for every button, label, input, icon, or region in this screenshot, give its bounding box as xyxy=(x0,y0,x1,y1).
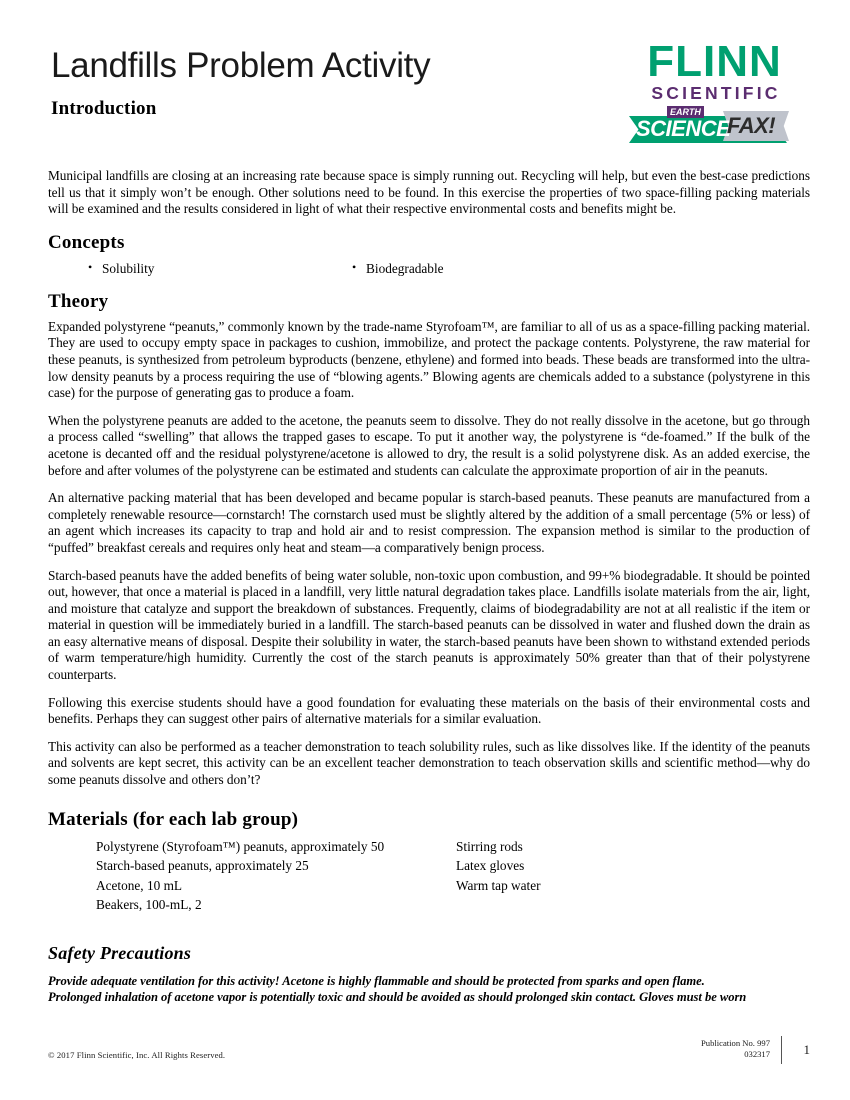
materials-item: Polystyrene (Styrofoam™) peanuts, approximately 50 xyxy=(96,838,385,854)
flinn-scientific-logo xyxy=(627,38,802,160)
theory-paragraph: Following this exercise students should have a good foundation for evaluating these materials on the basis of their environmental costs and benefits. Perhaps they can suggest other pairs of alternative materials for a similar evaluation. xyxy=(48,694,810,727)
banner-label-fax: FAX! xyxy=(727,113,776,138)
materials-item: Warm tap water xyxy=(456,877,541,893)
materials-item: Starch-based peanuts, approximately 25 xyxy=(96,858,309,874)
materials-column-left xyxy=(96,837,456,915)
footer-publication-info xyxy=(701,1038,770,1060)
banner-label-earth: EARTH xyxy=(667,106,704,118)
safety-line: Prolonged inhalation of acetone vapor is potentially toxic and should be avoided as should prolonged skin contact. Gloves must be worn xyxy=(48,990,747,1005)
theory-paragraph: Expanded polystyrene “peanuts,” commonly known by the trade-name Styrofoam™, are familiar to all of us as a space-filling packing material. They are used to occupy empty space in packages to cushion, immobilize, and protect the package contents. Polystyrene, the raw material for these peanuts, is synthesized from petroleum byproducts (benzene, ethylene) and formed into beads. These beads are transformed into the ultra-low density peanuts by a process requiring the use of “blowing agents.” Blowing agents are chemicals added to a substance (polystyrene in this case) for the purpose of generating gas to produce a foam. xyxy=(48,318,810,401)
science-fax-banner xyxy=(627,106,802,148)
footer-publication-number: Publication No. 997 xyxy=(701,1038,770,1048)
footer-publication-code: 032317 xyxy=(744,1049,770,1059)
document-header xyxy=(48,38,810,168)
section-heading-materials: Materials (for each lab group) xyxy=(48,808,299,830)
logo-wordmark-scientific: SCIENTIFIC xyxy=(651,83,781,103)
list-item: • Solubility xyxy=(88,260,312,277)
footer-page-number: 1 xyxy=(803,1042,810,1057)
banner-label-science: SCIENCE xyxy=(636,116,731,141)
materials-item: Stirring rods xyxy=(456,838,523,854)
theory-paragraph: Starch-based peanuts have the added benefits of being water soluble, non-toxic upon combustion, and 99+% biodegradable. It should be pointed out, however, that once a material is placed in a landfill, very little natural degradation takes place. Landfills isolate materials from the air, light, and moisture that catalyze and support the breakdown of substances. Frequently, claims of biodegradability are not at all realistic if the item or material in question will be immediately buried in a landfill. The starch-based peanuts can be dissolved in water and flushed down the drain as an easy alternative means of disposal. Despite their solubility in water, the starch-based peanuts have been shown to withstand extended periods of warm temperature/high humidity. Currently the cost of the starch peanuts is approximately 50% greater than that of their polystyrene counterparts. xyxy=(48,567,810,683)
theory-paragraph: An alternative packing material that has been developed and became popular is starch-based peanuts. These peanuts are manufactured from a completely renewable resource—cornstarch! The cornstarch used must be slightly altered by the addition of a small percentage (5% or less) of an agent which increases its capacity to trap and hold air and to resist compression. The expansion method is similar to the production of “puffed” breakfast cereals and requires only heat and steam—a comparatively benign process. xyxy=(48,490,810,555)
materials-item: Acetone, 10 mL xyxy=(96,877,183,893)
footer-divider xyxy=(781,1036,782,1064)
section-heading-safety-precautions: Safety Precautions xyxy=(48,942,192,963)
safety-line: Provide adequate ventilation for this activity! Acetone is highly flammable and should be protected from sparks and open flame. xyxy=(48,973,705,988)
section-heading-concepts: Concepts xyxy=(48,231,125,253)
footer-copyright: © 2017 Flinn Scientific, Inc. All Rights Reserved. xyxy=(48,1050,226,1060)
materials-columns xyxy=(48,837,810,915)
materials-item: Beakers, 100-mL, 2 xyxy=(96,897,202,913)
page-footer xyxy=(48,1038,810,1068)
section-heading-introduction: Introduction xyxy=(51,98,157,119)
materials-item: Latex gloves xyxy=(456,858,525,874)
page-title: Landfills Problem Activity xyxy=(51,46,431,85)
materials-column-right xyxy=(456,837,716,915)
concepts-list xyxy=(48,260,810,277)
list-item: • Biodegradable xyxy=(352,260,576,277)
theory-paragraph: When the polystyrene peanuts are added to the acetone, the peanuts seem to dissolve. They do not really dissolve in the acetone, but go through a process called “swelling” that allows the trapped gases to escape. To put it another way, the polystyrene is “de-foamed.” If the bulk of the acetone is decanted off and the residual polystyrene/acetone is allowed to dry, the result is a solid polystyrene disk. As an added exercise, the before and after volumes of the polystyrene can be estimated and students can calculate the approximate proportion of air in the peanuts. xyxy=(48,412,810,478)
theory-paragraph: This activity can also be performed as a teacher demonstration to teach solubility rules, such as like dissolves like. If the identity of the peanuts and solvents are kept secret, this activity can be an excellent teacher demonstration to teach observation skills and scientific method—why do some peanuts dissolve and others don’t? xyxy=(48,738,810,788)
section-heading-theory: Theory xyxy=(48,290,109,312)
logo-wordmark-flinn: FLINN xyxy=(647,37,782,86)
introduction-paragraph: Municipal landfills are closing at an increasing rate because space is simply running out. Recycling will help, but even the best-case predictions tell us that it simply won’t be enough. Other solutions need to be found. In this exercise the properties of two space-filling packing materials will be examined and the results considered in light of what their respective environmental costs and benefits might be. xyxy=(48,168,810,217)
